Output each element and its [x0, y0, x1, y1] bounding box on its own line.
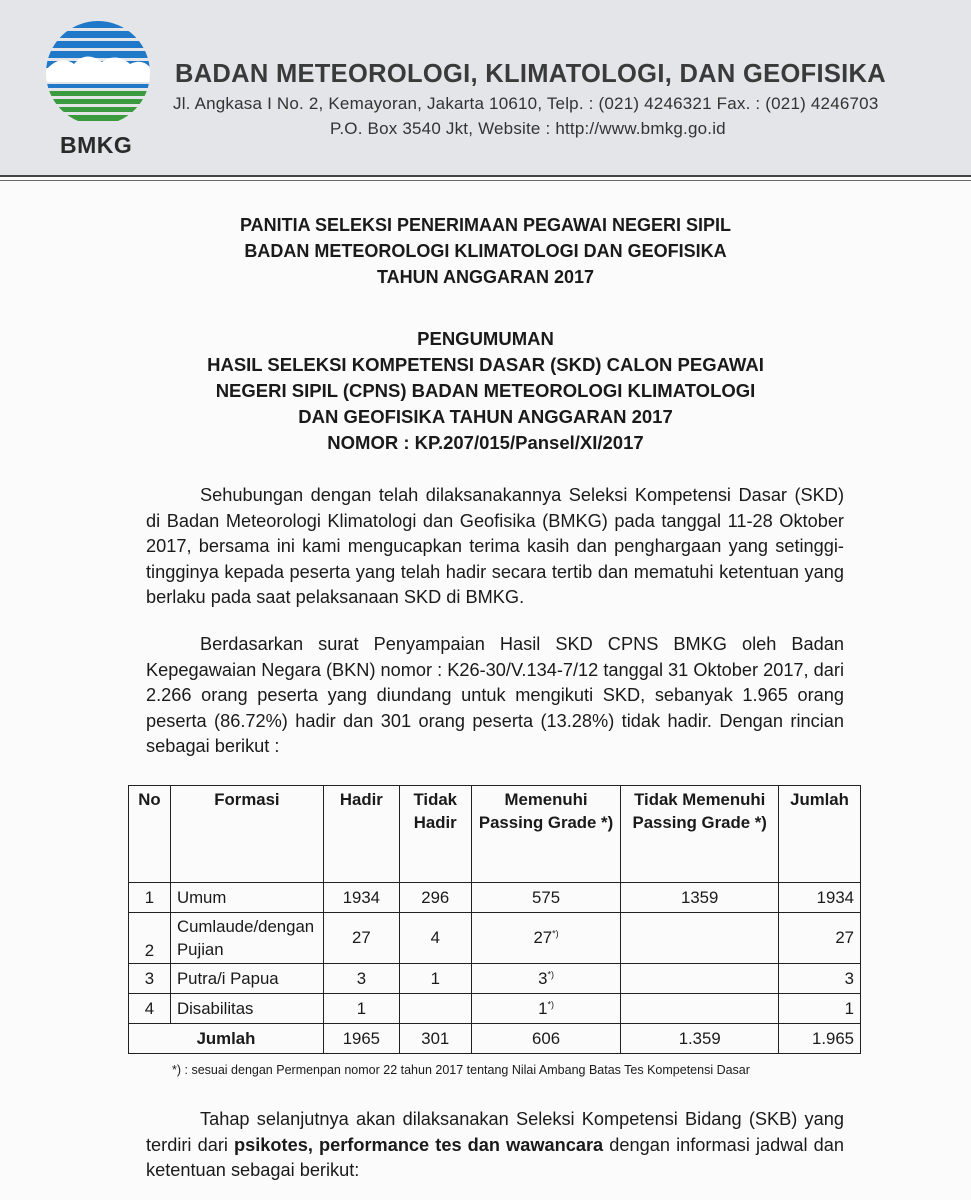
announcement-heading: [0, 326, 971, 456]
paragraph-text: Sehubungan dengan telah dilaksanakannya Seleksi Kompetensi Dasar (SKD) di Badan Meteorologi Klimatologi dan Geofisika (BMKG) pada tanggal 11-28 Oktober 2017, bersama ini kami mengucapkan terima kasih dan penghargaan yang setinggi-tingginya kepada peserta yang telah hadir secara tertib dan mematuhi ketentuan yang berlaku pada saat pelaksanaan SKD di BMKG.: [146, 485, 844, 607]
committee-line: BADAN METEOROLOGI KLIMATOLOGI DAN GEOFISIKA: [244, 241, 727, 261]
cell-footnote-mark: *): [552, 928, 559, 939]
cell-hadir: 3: [323, 964, 399, 994]
announcement-line: NEGERI SIPIL (CPNS) BADAN METEOROLOGI KLIMATOLOGI: [215, 380, 756, 401]
cell-hadir: 27: [323, 913, 399, 964]
total-tidak-hadir: 301: [399, 1024, 471, 1054]
header-no: No: [129, 786, 171, 883]
paragraph-next-stage: [146, 1107, 844, 1184]
header-tidak-hadir: Tidak Hadir: [399, 786, 471, 883]
cell-footnote-mark: *): [547, 998, 554, 1009]
paragraph-emphasis: psikotes, performance tes dan wawancara: [234, 1134, 604, 1155]
cell-no: 1: [129, 883, 171, 913]
table-header-row: [129, 786, 861, 883]
announcement-number: NOMOR : KP.207/015/Pansel/XI/2017: [327, 432, 644, 453]
header-divider-thin: [0, 180, 971, 181]
table-row: [129, 883, 861, 913]
cell-value: 1: [538, 998, 548, 1018]
header-tidak-memenuhi: Tidak Memenuhi Passing Grade *): [621, 786, 779, 883]
cell-memenuhi: [471, 964, 621, 994]
cell-value: 3: [538, 968, 548, 988]
cell-no: 4: [129, 994, 171, 1024]
committee-line: PANITIA SELEKSI PENERIMAAN PEGAWAI NEGERI SIPIL: [239, 215, 732, 235]
announcement-line: HASIL SELEKSI KOMPETENSI DASAR (SKD) CALON PEGAWAI: [207, 354, 764, 375]
cell-jumlah: 1934: [779, 883, 861, 913]
total-tidak-memenuhi: 1.359: [621, 1024, 779, 1054]
organization-contact: P.O. Box 3540 Jkt, Website : http://www.bmkg.go.id: [330, 119, 726, 138]
paragraph-text: Tahap selanjutnya akan dilaksanakan Seleksi Kompetensi Bidang (SKB) yang terdiri dari: [146, 1109, 844, 1155]
cell-no: 3: [129, 964, 171, 994]
cell-value: 27: [533, 928, 553, 947]
cell-value: 575: [532, 887, 561, 907]
total-jumlah: 1.965: [779, 1024, 861, 1054]
cell-tidak-memenuhi: 1359: [621, 883, 779, 913]
organization-address: Jl. Angkasa I No. 2, Kemayoran, Jakarta 10610, Telp. : (021) 4246321 Fax. : (021) 4246703: [173, 94, 879, 113]
committee-line: TAHUN ANGGARAN 2017: [376, 267, 595, 287]
header-divider: [0, 175, 971, 177]
cell-formasi: Umum: [170, 883, 323, 913]
cell-formasi: Putra/i Papua: [170, 964, 323, 994]
cell-tidak-memenuhi: [621, 964, 779, 994]
organization-name: BADAN METEOROLOGI, KLIMATOLOGI, DAN GEOFISIKA: [175, 60, 886, 88]
letterhead: [0, 0, 971, 175]
header-jumlah: Jumlah: [779, 786, 861, 883]
total-label: Jumlah: [129, 1024, 324, 1054]
results-table: [128, 785, 861, 1054]
paragraph-text: Berdasarkan surat Penyampaian Hasil SKD CPNS BMKG oleh Badan Kepegawaian Negara (BKN) nomor : K26-30/V.134-7/12 tanggal 31 Oktober 2017, dari 2.266 orang peserta yang diundang untuk mengikuti SKD, sebanyak 1.965 orang peserta (86.72%) hadir dan 301 orang peserta (13.28%) tidak hadir. Dengan rincian sebagai berikut :: [146, 634, 844, 756]
cell-hadir: 1934: [323, 883, 399, 913]
cell-memenuhi: [471, 883, 621, 913]
total-memenuhi: 606: [471, 1024, 621, 1054]
cell-tidak-hadir: 296: [399, 883, 471, 913]
paragraph-text: dengan informasi jadwal dan ketentuan sebagai berikut:: [146, 1134, 844, 1180]
table-footnote: *) : sesuai dengan Permenpan nomor 22 tahun 2017 tentang Nilai Ambang Batas Tes Kompetensi Dasar: [172, 1063, 750, 1077]
paragraph-intro: [146, 483, 844, 611]
table-row: [129, 964, 861, 994]
cell-memenuhi: [471, 994, 621, 1024]
logo-text: BMKG: [60, 132, 133, 158]
cell-memenuhi: [471, 913, 621, 964]
cell-jumlah: 1: [779, 994, 861, 1024]
committee-heading: [0, 212, 971, 290]
cell-tidak-hadir: [399, 994, 471, 1024]
cell-tidak-memenuhi: [621, 913, 779, 964]
total-hadir: 1965: [323, 1024, 399, 1054]
header-hadir: Hadir: [323, 786, 399, 883]
announcement-title: PENGUMUMAN: [417, 328, 554, 349]
cell-footnote-mark: *): [547, 968, 554, 979]
cell-formasi: Cumlaude/dengan Pujian: [170, 913, 323, 964]
cell-tidak-hadir: 4: [399, 913, 471, 964]
cell-formasi: Disabilitas: [170, 994, 323, 1024]
cell-hadir: 1: [323, 994, 399, 1024]
cell-tidak-hadir: 1: [399, 964, 471, 994]
table-row: [129, 913, 861, 964]
table-total-row: [129, 1024, 861, 1054]
bmkg-logo-icon: [46, 18, 151, 130]
header-memenuhi: Memenuhi Passing Grade *): [471, 786, 621, 883]
cell-jumlah: 27: [779, 913, 861, 964]
paragraph-details: [146, 632, 844, 760]
cell-jumlah: 3: [779, 964, 861, 994]
cell-tidak-memenuhi: [621, 994, 779, 1024]
header-formasi: Formasi: [170, 786, 323, 883]
table-row: [129, 994, 861, 1024]
cell-no: 2: [129, 913, 171, 964]
announcement-line: DAN GEOFISIKA TAHUN ANGGARAN 2017: [298, 406, 673, 427]
